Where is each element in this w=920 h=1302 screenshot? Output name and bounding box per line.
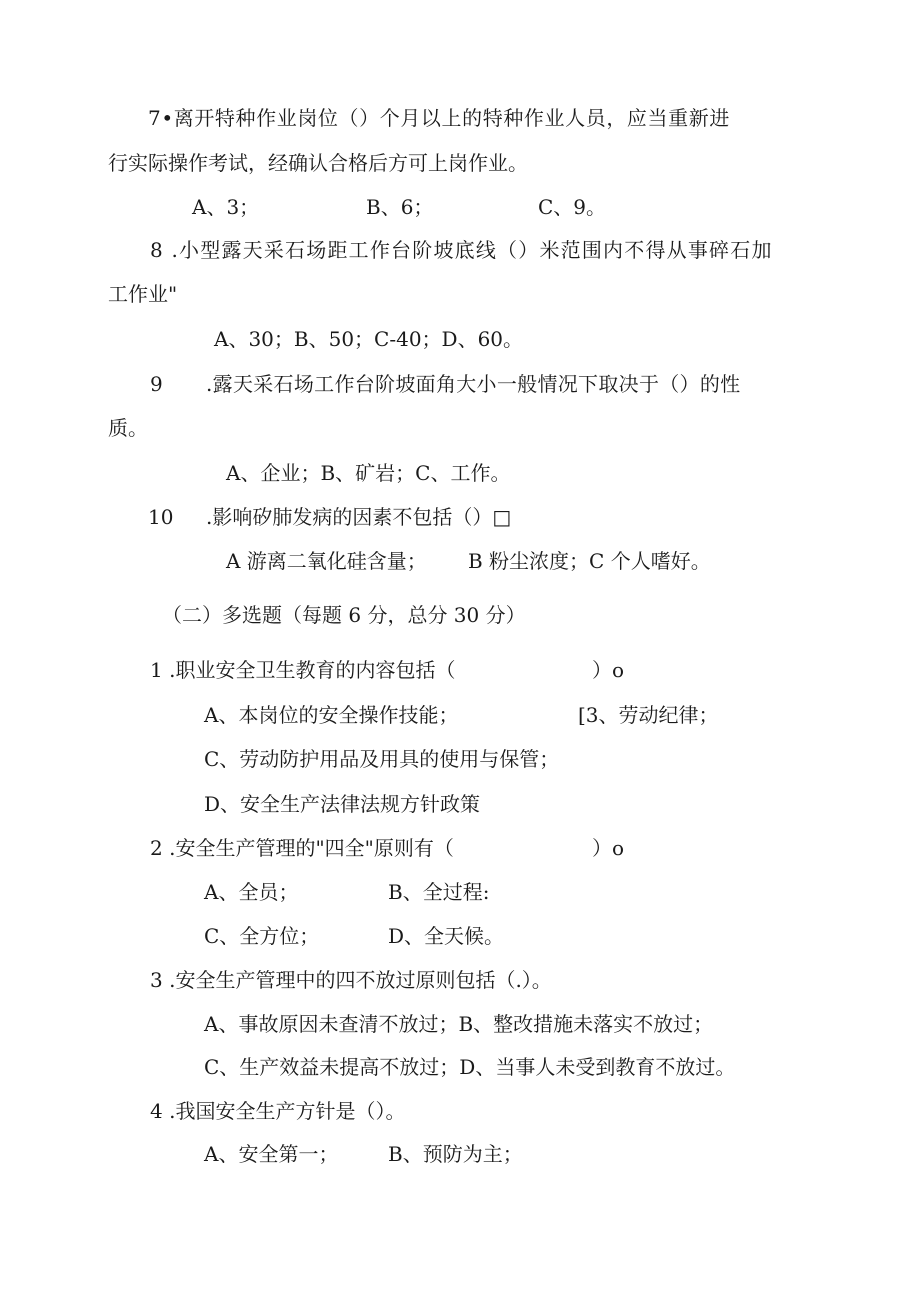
- m4-stem: 4 .我国安全生产方针是（）。: [150, 1099, 406, 1123]
- m2-option-a: A、全员；: [204, 880, 299, 904]
- q10-number: 10: [148, 505, 174, 529]
- m2-option-d: D、全天候。: [388, 924, 505, 948]
- q9-line2: 质。: [108, 416, 148, 440]
- q9-line1: .露天采石场工作台阶坡面角大小一般情况下取决于（）的性: [206, 372, 741, 396]
- q10-options-a: A 游离二氧化硅含量；: [226, 549, 427, 573]
- q9-options: A、企业；B、矿岩；C、工作。: [226, 461, 511, 485]
- m2-stem: 2 .安全生产管理的"四全"原则有（: [150, 836, 454, 860]
- m1-option-d: D、安全生产法律法规方针政策: [204, 792, 481, 816]
- m4-option-a: A、安全第一；: [204, 1142, 339, 1166]
- m2-option-b: B、全过程:: [388, 880, 490, 904]
- q7-option-a: A、3；: [192, 195, 260, 219]
- m1-stem: 1 .职业安全卫生教育的内容包括（: [150, 658, 456, 682]
- q8-options: A、30；B、50；C-40；D、60。: [214, 327, 524, 351]
- m3-options-cd: C、生产效益未提高不放过；D、当事人未受到教育不放过。: [204, 1055, 736, 1079]
- m1-option-c: C、劳动防护用品及用具的使用与保管；: [204, 747, 560, 771]
- q10-options-bc: B 粉尘浓度；C 个人嗜好。: [468, 549, 711, 573]
- q9-number: 9: [150, 372, 163, 396]
- m3-options-ab: A、事故原因未查清不放过；B、整改措施未落实不放过；: [204, 1012, 714, 1036]
- q8-line1: 8 .小型露天采石场距工作台阶坡底线（）米范围内不得从事碎石加: [150, 238, 773, 262]
- m3-stem: 3 .安全生产管理中的四不放过原则包括（.）。: [150, 968, 552, 992]
- q7-option-b: B、6；: [366, 195, 434, 219]
- m2-option-c: C、全方位；: [204, 924, 320, 948]
- m1-option-b: [3、劳动纪律；: [578, 703, 719, 727]
- m1-stem-end: ）o: [592, 658, 625, 682]
- m1-option-a: A、本岗位的安全操作技能；: [204, 703, 459, 727]
- section-title: （二）多选题（每题 6 分，总分 30 分）: [162, 603, 526, 627]
- q7-line1: 7•离开特种作业岗位（）个月以上的特种作业人员，应当重新进: [148, 106, 730, 130]
- m2-stem-end: ）o: [592, 836, 625, 860]
- m4-option-b: B、预防为主；: [388, 1142, 523, 1166]
- q8-line2: 工作业": [108, 282, 178, 306]
- q10-line1: .影响矽肺发病的因素不包括（）□: [206, 505, 512, 529]
- q7-line2: 行实际操作考试，经确认合格后方可上岗作业。: [108, 151, 528, 175]
- q7-option-c: C、9。: [538, 195, 607, 219]
